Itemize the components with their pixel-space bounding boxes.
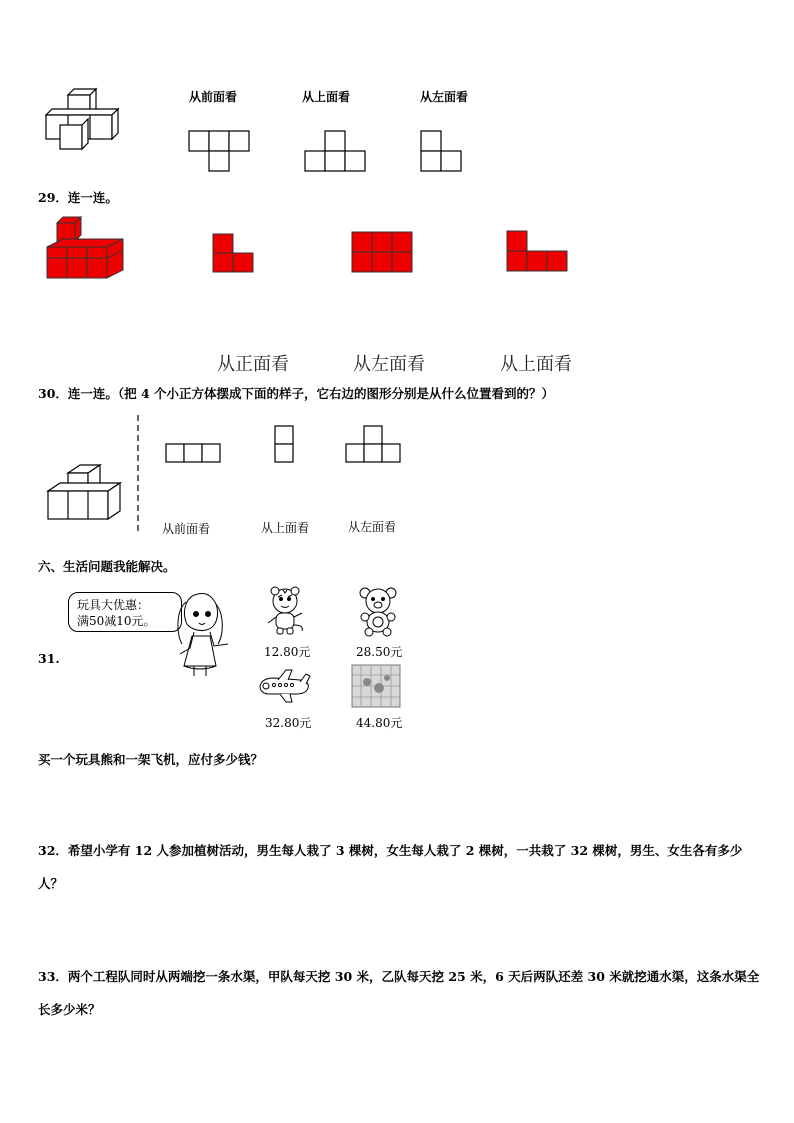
q29-option-a [212,233,256,275]
airplane-toy-icon [256,668,312,704]
q28-view-left [420,130,464,174]
q31-price-puzzle: 44.80元 [356,716,403,730]
q28-solid-figure [40,85,130,155]
q31-question: 买一个玩具熊和一架飞机，应付多少钱？ [38,752,264,767]
q31-speech-line-2: 满50减10元。 [77,614,156,628]
q29-red-solid [45,220,127,280]
q31-speech-bubble [68,592,182,632]
q30-title: 30．连一连。（把 4 个小正方体摆成下面的样子，它右边的图形分别是从什么位置看到的？） [38,386,555,401]
q31-number: 31. [38,651,60,666]
q30-view-label-front: 从前面看 [162,522,211,536]
q30-view-label-left: 从左面看 [348,520,397,534]
q28-view-label-front: 从前面看 [189,90,238,104]
q29-view-label-left: 从左面看 [353,354,425,375]
q30-dashed-divider [136,415,140,535]
q29-option-b [351,231,413,273]
q31-price-bear: 28.50元 [356,645,403,659]
jigsaw-puzzle-icon [351,664,401,708]
q31-price-tiger: 12.80元 [264,645,311,659]
q28-view-front [188,130,250,174]
girl-illustration [168,588,238,678]
q28-view-top [304,130,366,174]
q31-speech-line-1: 玩具大优惠： [77,598,150,612]
tiger-toy-icon [262,585,308,637]
q30-view-a [165,443,223,465]
q29-option-c [506,230,570,272]
section-6-title: 六、生活问题我能解决。 [38,559,176,574]
teddy-bear-icon [355,585,401,637]
q33-text: 33．两个工程队同时从两端挖一条水渠，甲队每天挖 30 米，乙队每天挖 25 米，6 天后两队还差 30 米就挖通水渠，这条水渠全长多少米？ [38,969,760,1017]
q30-view-b [274,425,296,465]
q29-view-label-top: 从上面看 [500,354,572,375]
q28-view-label-left: 从左面看 [420,90,469,104]
q32-text: 32．希望小学有 12 人参加植树活动，男生每人栽了 3 棵树，女生每人栽了 2 棵树，一共栽了 32 棵树，男生、女生各有多少人？ [38,843,743,891]
q31-price-plane: 32.80元 [265,716,312,730]
q28-view-label-top: 从上面看 [302,90,351,104]
q30-solid-figure [44,463,126,523]
q29-view-label-front: 从正面看 [217,354,289,375]
q30-view-c [345,425,403,465]
q29-title: 29．连一连。 [38,190,118,205]
q30-view-label-top: 从上面看 [261,521,310,535]
